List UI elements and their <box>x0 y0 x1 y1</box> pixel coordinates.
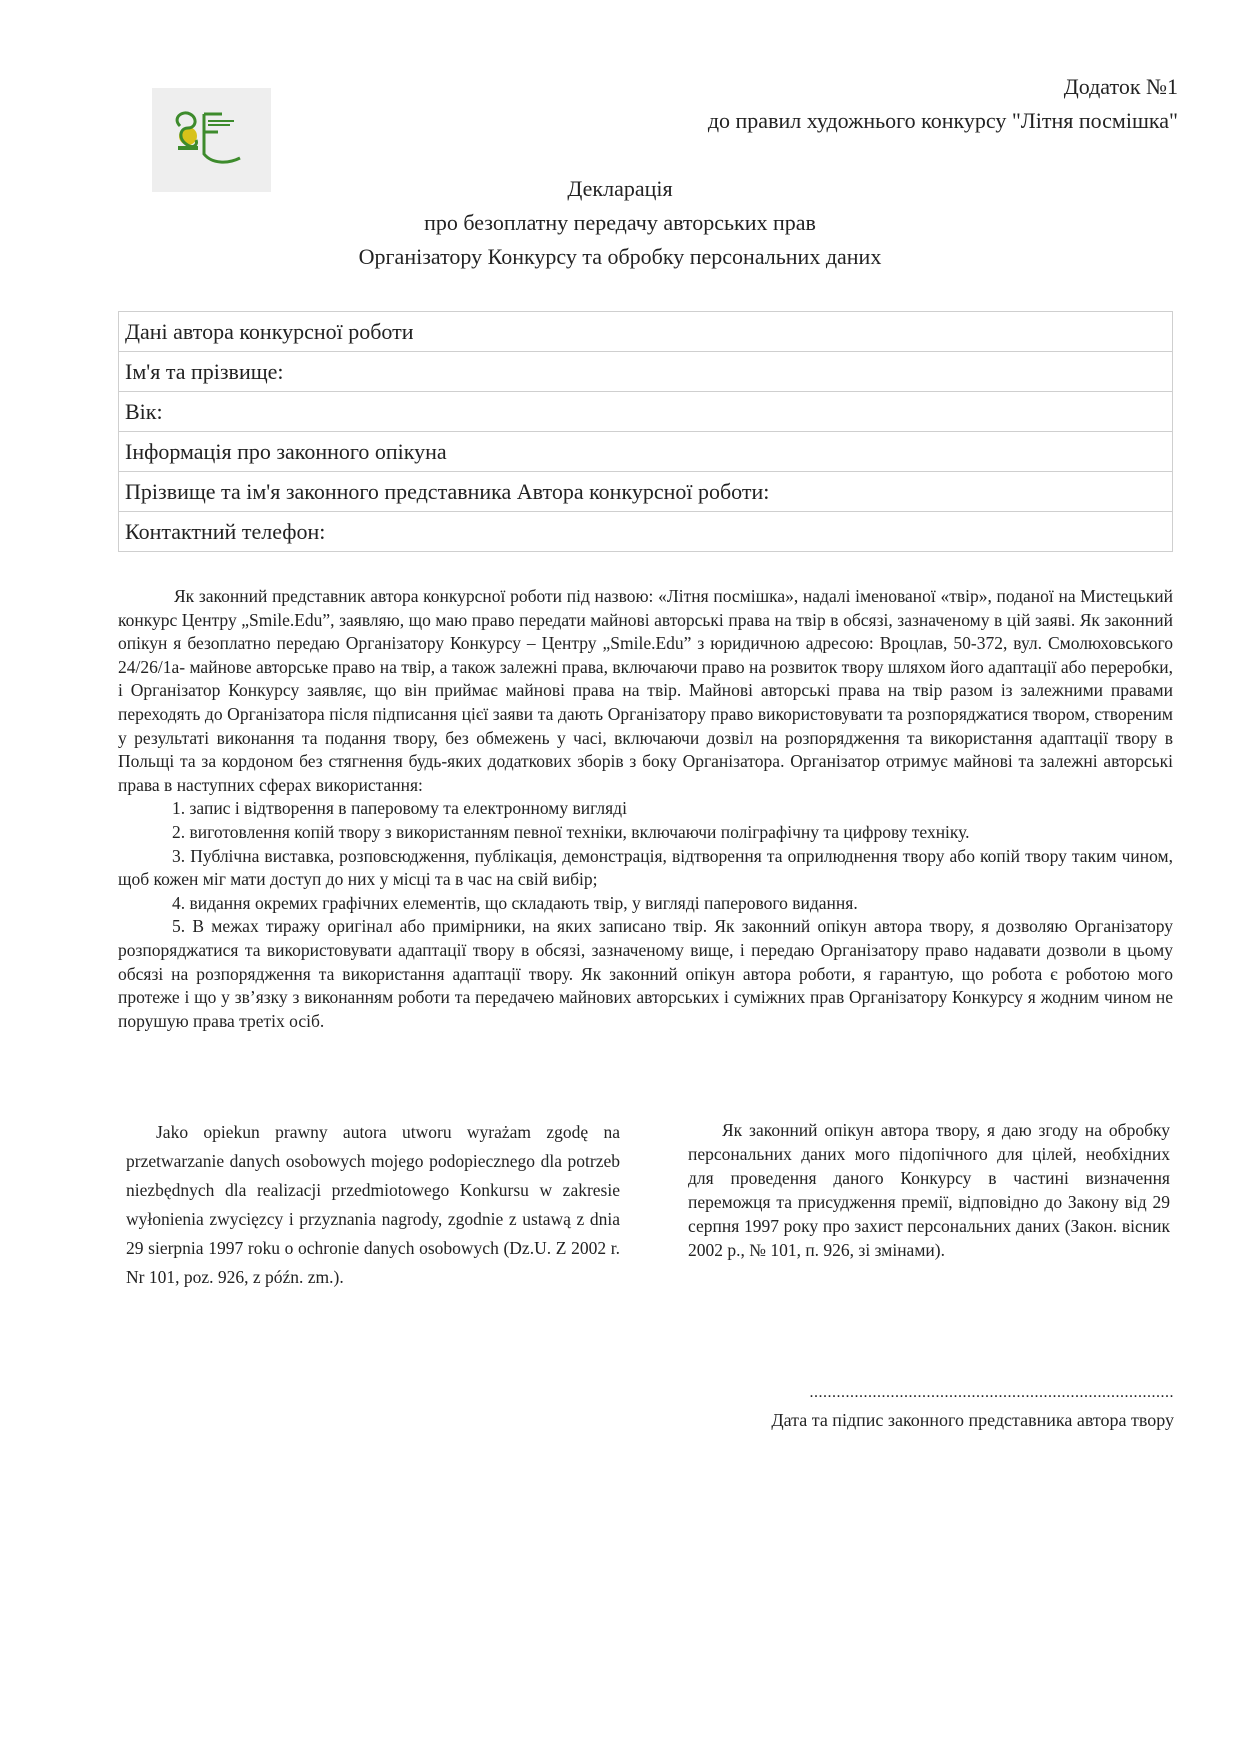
table-row <box>119 432 1173 472</box>
guardian-info-header: Інформація про законного опікуна <box>119 432 1173 472</box>
list-item: 1. запис і відтворення в паперовому та електронному вигляді <box>172 798 627 819</box>
title-line-3: Організатору Конкурсу та обробку персональних даних <box>358 244 882 269</box>
document-title <box>0 172 1240 274</box>
consent-ukrainian-text: Як законний опікун автора твору, я даю згоду на обробку персональних даних мого підопічного для цілей, необхідних для проведення даного Конкурсу в частині визначення переможця та присудження премії, відповідно до Закону від 29 серпня 1997 року про захист персональних даних (Закон. вісник 2002 р., № 101, п. 926, зі змінами). <box>688 1120 1170 1260</box>
list-item: 4. видання окремих графічних елементів, що складають твір, у вигляді паперового видання. <box>172 892 858 913</box>
table-row <box>119 352 1173 392</box>
list-item: 3. Публічна виставка, розповсюдження, публікація, демонстрація, відтворення та оприлюднення твору або копій твору таким чином, щоб кожен міг мати доступ до них у місці та в час на свій вибір; <box>118 845 1173 890</box>
signature-line[interactable]: ................................................................................. <box>809 1384 1174 1401</box>
consent-ukrainian <box>688 1118 1170 1262</box>
list-item: 5. В межах тиражу оригінал або примірники, на яких записано твір. Як законний опікун автора твору, я дозволяю Організатору розпоряджатися та використовувати адаптації твору в обсязі, зазначеному вище, і передаю Організатору право надавати дозволи в цьому обсязі на розпорядження та використання адаптації твору. Як законний опікун автора роботи, я гарантую, що робота є роботою мого протеже і що у зв’язку з виконанням роботи та передачею майнових авторських і суміжних прав Організатору Конкурсу я жодним чином не порушую права третіх осіб. <box>118 916 1173 1031</box>
name-field[interactable]: Ім'я та прізвище: <box>119 352 1173 392</box>
list-item: 2. виготовлення копій твору з використанням певної техніки, включаючи поліграфічну та цифрову техніку. <box>172 821 970 842</box>
table-row <box>119 312 1173 352</box>
table-row <box>119 512 1173 552</box>
table-row <box>119 392 1173 432</box>
signature-label: Дата та підпис законного представника автора твору <box>771 1410 1174 1430</box>
author-data-table <box>118 311 1173 552</box>
declaration-paragraph: Як законний представник автора конкурсної роботи під назвою: «Літня посмішка», надалі іменованої «твір», поданої на Мистецький конкурс Центру „Smile.Edu”, заявляю, що маю право передати майнові авторські права на твір в обсязі, зазначеному в цій заяві. Як законний опікун я безоплатно передаю Організатору Конкурсу – Центру „Smile.Edu” з юридичною адресою: Вроцлав, 50-372, вул. Смолюховського 24/26/1а- майнове авторське право на твір, а також залежні права, включаючи право на розвиток твору шляхом його адаптації або переробки, і Організатор Конкурсу заявляє, що він приймає майнові права на твір. Майнові авторські права на твір разом із залежними правами переходять до Організатора після підписання цієї заяви та дають Організатору право використовувати та розпоряджатися твором, створеним у результаті виконання та подання твору, без обмежень у часі, включаючи дозвіл на розпорядження та використання адаптації твору в Польщі та за кордоном без стягнення будь-яких додаткових зборів з боку Організатора. Організатор отримує майнові та залежні авторські права в наступних сферах використання: <box>118 586 1173 795</box>
author-data-header: Дані автора конкурсної роботи <box>119 312 1173 352</box>
annex-subtitle: до правил художнього конкурсу "Літня посмішка" <box>707 108 1178 133</box>
guardian-name-field[interactable]: Прізвище та ім'я законного представника Автора конкурсної роботи: <box>119 472 1173 512</box>
title-line-1: Декларація <box>567 176 673 201</box>
table-row <box>119 472 1173 512</box>
consent-polish <box>126 1118 620 1292</box>
age-field[interactable]: Вік: <box>119 392 1173 432</box>
annex-header <box>708 70 1178 138</box>
declaration-body <box>118 585 1173 1033</box>
title-line-2: про безоплатну передачу авторських прав <box>424 210 816 235</box>
annex-number: Додаток №1 <box>1063 74 1178 99</box>
phone-field[interactable]: Контактний телефон: <box>119 512 1173 552</box>
consent-polish-text: Jako opiekun prawny autora utworu wyrażam zgodę na przetwarzanie danych osobowych mojego podopiecznego dla potrzeb niezbędnych dla realizacji przedmiotowego Konkursu w zakresie wyłonienia zwycięzcy i przyznania nagrody, zgodnie z ustawą z dnia 29 sierpnia 1997 roku o ochronie danych osobowych (Dz.U. Z 2002 r. Nr 101, poz. 926, z późn. zm.). <box>126 1122 620 1287</box>
